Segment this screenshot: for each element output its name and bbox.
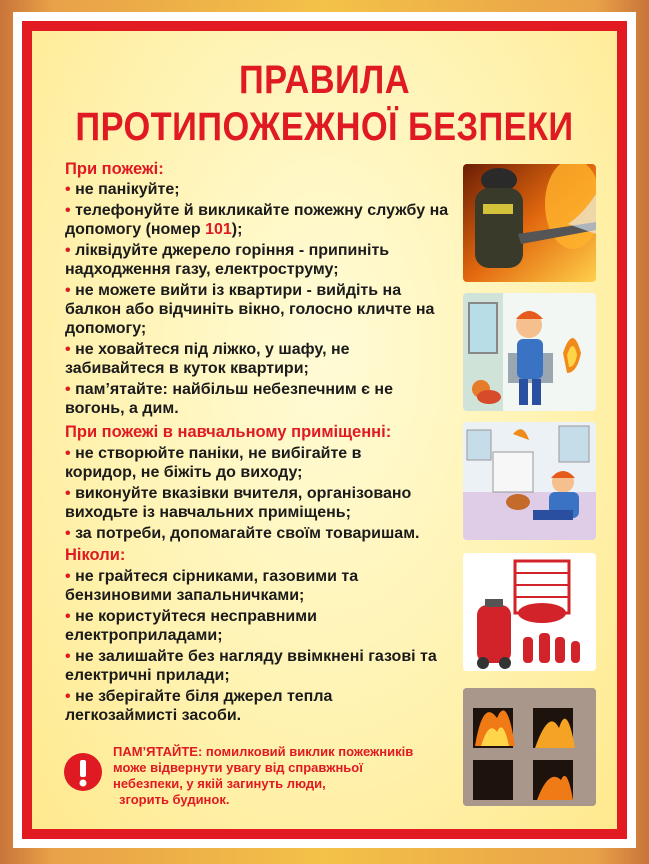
list-item: • не створюйте паніки, не вибігайте в коридор, не біжіть до виходу; bbox=[65, 445, 362, 481]
warning-text bbox=[113, 744, 473, 808]
warning-line: небезпеки, у якій загинуть люди, bbox=[113, 776, 326, 791]
section-fire bbox=[65, 160, 465, 418]
extinguishers-picture bbox=[463, 553, 596, 671]
list-item: • пам’ятайте: найбільш небезпечним є не вогонь, а дим. bbox=[65, 381, 393, 417]
list-item: • не користуйтеся несправними електроприладами; bbox=[65, 608, 317, 644]
list-item: • не можете вийти із квартири - вийдіть на балкон або відчиніть вікно, голосно кличте на допомогу; bbox=[65, 282, 435, 337]
section-classroom bbox=[65, 423, 465, 543]
title-line-2: ПРОТИПОЖЕЖНОЇ БЕЗПЕКИ bbox=[75, 105, 574, 149]
section-heading: Ніколи: bbox=[65, 546, 126, 564]
boy-fire-picture bbox=[463, 293, 596, 411]
warning-line: ПАМ’ЯТАЙТЕ: помилковий виклик пожежників bbox=[113, 744, 414, 759]
list-item: • не залишайте без нагляду ввімкнені газові та електричні прилади; bbox=[65, 648, 437, 684]
title-line-1: ПРАВИЛА bbox=[238, 58, 411, 102]
exclamation-icon bbox=[64, 753, 102, 791]
list-item: • виконуйте вказівки вчителя, організовано виходьте із навчальних приміщень; bbox=[65, 485, 412, 521]
classroom-picture bbox=[463, 422, 596, 540]
list-item: • ліквідуйте джерело горіння - припиніть надходження газу, електроструму; bbox=[65, 242, 390, 278]
burning-building-picture bbox=[463, 688, 596, 806]
list-item: • не грайтеся сірниками, газовими та бензиновими запальничками; bbox=[65, 568, 359, 604]
list-item: • не ховайтеся під ліжко, у шафу, не забивайтеся в куток квартири; bbox=[65, 341, 350, 377]
section-never bbox=[65, 546, 465, 725]
list-item: • не зберігайте біля джерел тепла легкозаймисті засоби. bbox=[65, 688, 333, 724]
section-heading: При пожежі: bbox=[65, 160, 164, 178]
warning-line: згорить будинок. bbox=[119, 792, 230, 807]
firefighter-picture bbox=[463, 164, 596, 282]
list-item: • за потреби, допомагайте своїм товаришам. bbox=[65, 525, 420, 542]
section-heading: При пожежі в навчальному приміщенні: bbox=[65, 423, 392, 441]
warning-line: може відвернути увагу від справжньої bbox=[113, 760, 363, 775]
list-item: • телефонуйте й викликайте пожежну службу на допомогу (номер 101); bbox=[65, 202, 449, 238]
list-item: • не панікуйте; bbox=[65, 181, 180, 198]
